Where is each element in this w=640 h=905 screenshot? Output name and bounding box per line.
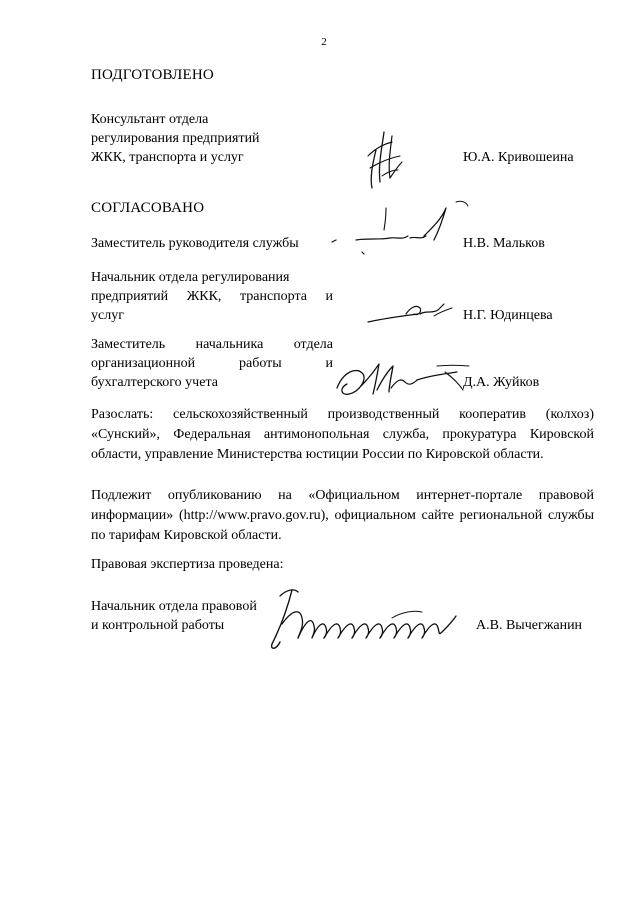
signer-yudintseva-name: Н.Г. Юдинцева — [463, 308, 553, 323]
signer-zhuikov-name: Д.А. Жуйков — [463, 375, 540, 390]
legal-review-title-line-1: Начальник отдела правовой — [91, 599, 257, 614]
signer-zhuikov-title-line-3: бухгалтерского учета — [91, 375, 218, 390]
prepared-heading: ПОДГОТОВЛЕНО — [91, 67, 214, 83]
signature-krivosheina — [362, 126, 410, 192]
signer-yudintseva-title-line-1: Начальник отдела регулирования — [91, 270, 290, 285]
legal-review-title-line-2: и контрольной работы — [91, 618, 225, 633]
agreed-heading: СОГЛАСОВАНО — [91, 200, 205, 216]
prepared-title-line-1: Консультант отдела — [91, 112, 209, 127]
signer-malkov-title: Заместитель руководителя службы — [91, 236, 299, 251]
signer-zhuikov-title-line-1: Заместитель начальника отдела — [91, 337, 333, 352]
publication-paragraph: Подлежит опубликованию на «Официальном интернет-портале правовой информации» (http://www.pravo.gov.ru), официальном сайте региональной службы по тарифам Кировской области. — [91, 488, 594, 543]
signer-malkov-name: Н.В. Мальков — [463, 236, 545, 251]
signature-zhuikov — [333, 356, 473, 402]
signer-yudintseva-title-line-2: предприятий ЖКК, транспорта и — [91, 289, 333, 304]
signature-vychegzhanin — [262, 580, 462, 656]
legal-review-name: А.В. Вычегжанин — [476, 618, 583, 633]
signer-zhuikov-title-line-2: организационной работы и — [91, 356, 333, 371]
signature-yudintseva — [366, 296, 456, 328]
page-number: 2 — [321, 36, 327, 48]
signer-yudintseva-title-line-3: услуг — [91, 308, 124, 323]
legal-review-statement: Правовая экспертиза проведена: — [91, 557, 284, 572]
prepared-name: Ю.А. Кривошеина — [463, 150, 574, 165]
prepared-title-line-3: ЖКК, транспорта и услуг — [91, 150, 244, 165]
signature-malkov — [328, 196, 478, 262]
prepared-title-line-2: регулирования предприятий — [91, 131, 260, 146]
distribution-paragraph: Разослать: сельскохозяйственный производственный кооператив (колхоз) «Сунский», Федеральная антимонопольная служба, прокуратура Кировской области, управление Министерства юстиции России по Кировской области. — [91, 407, 594, 462]
